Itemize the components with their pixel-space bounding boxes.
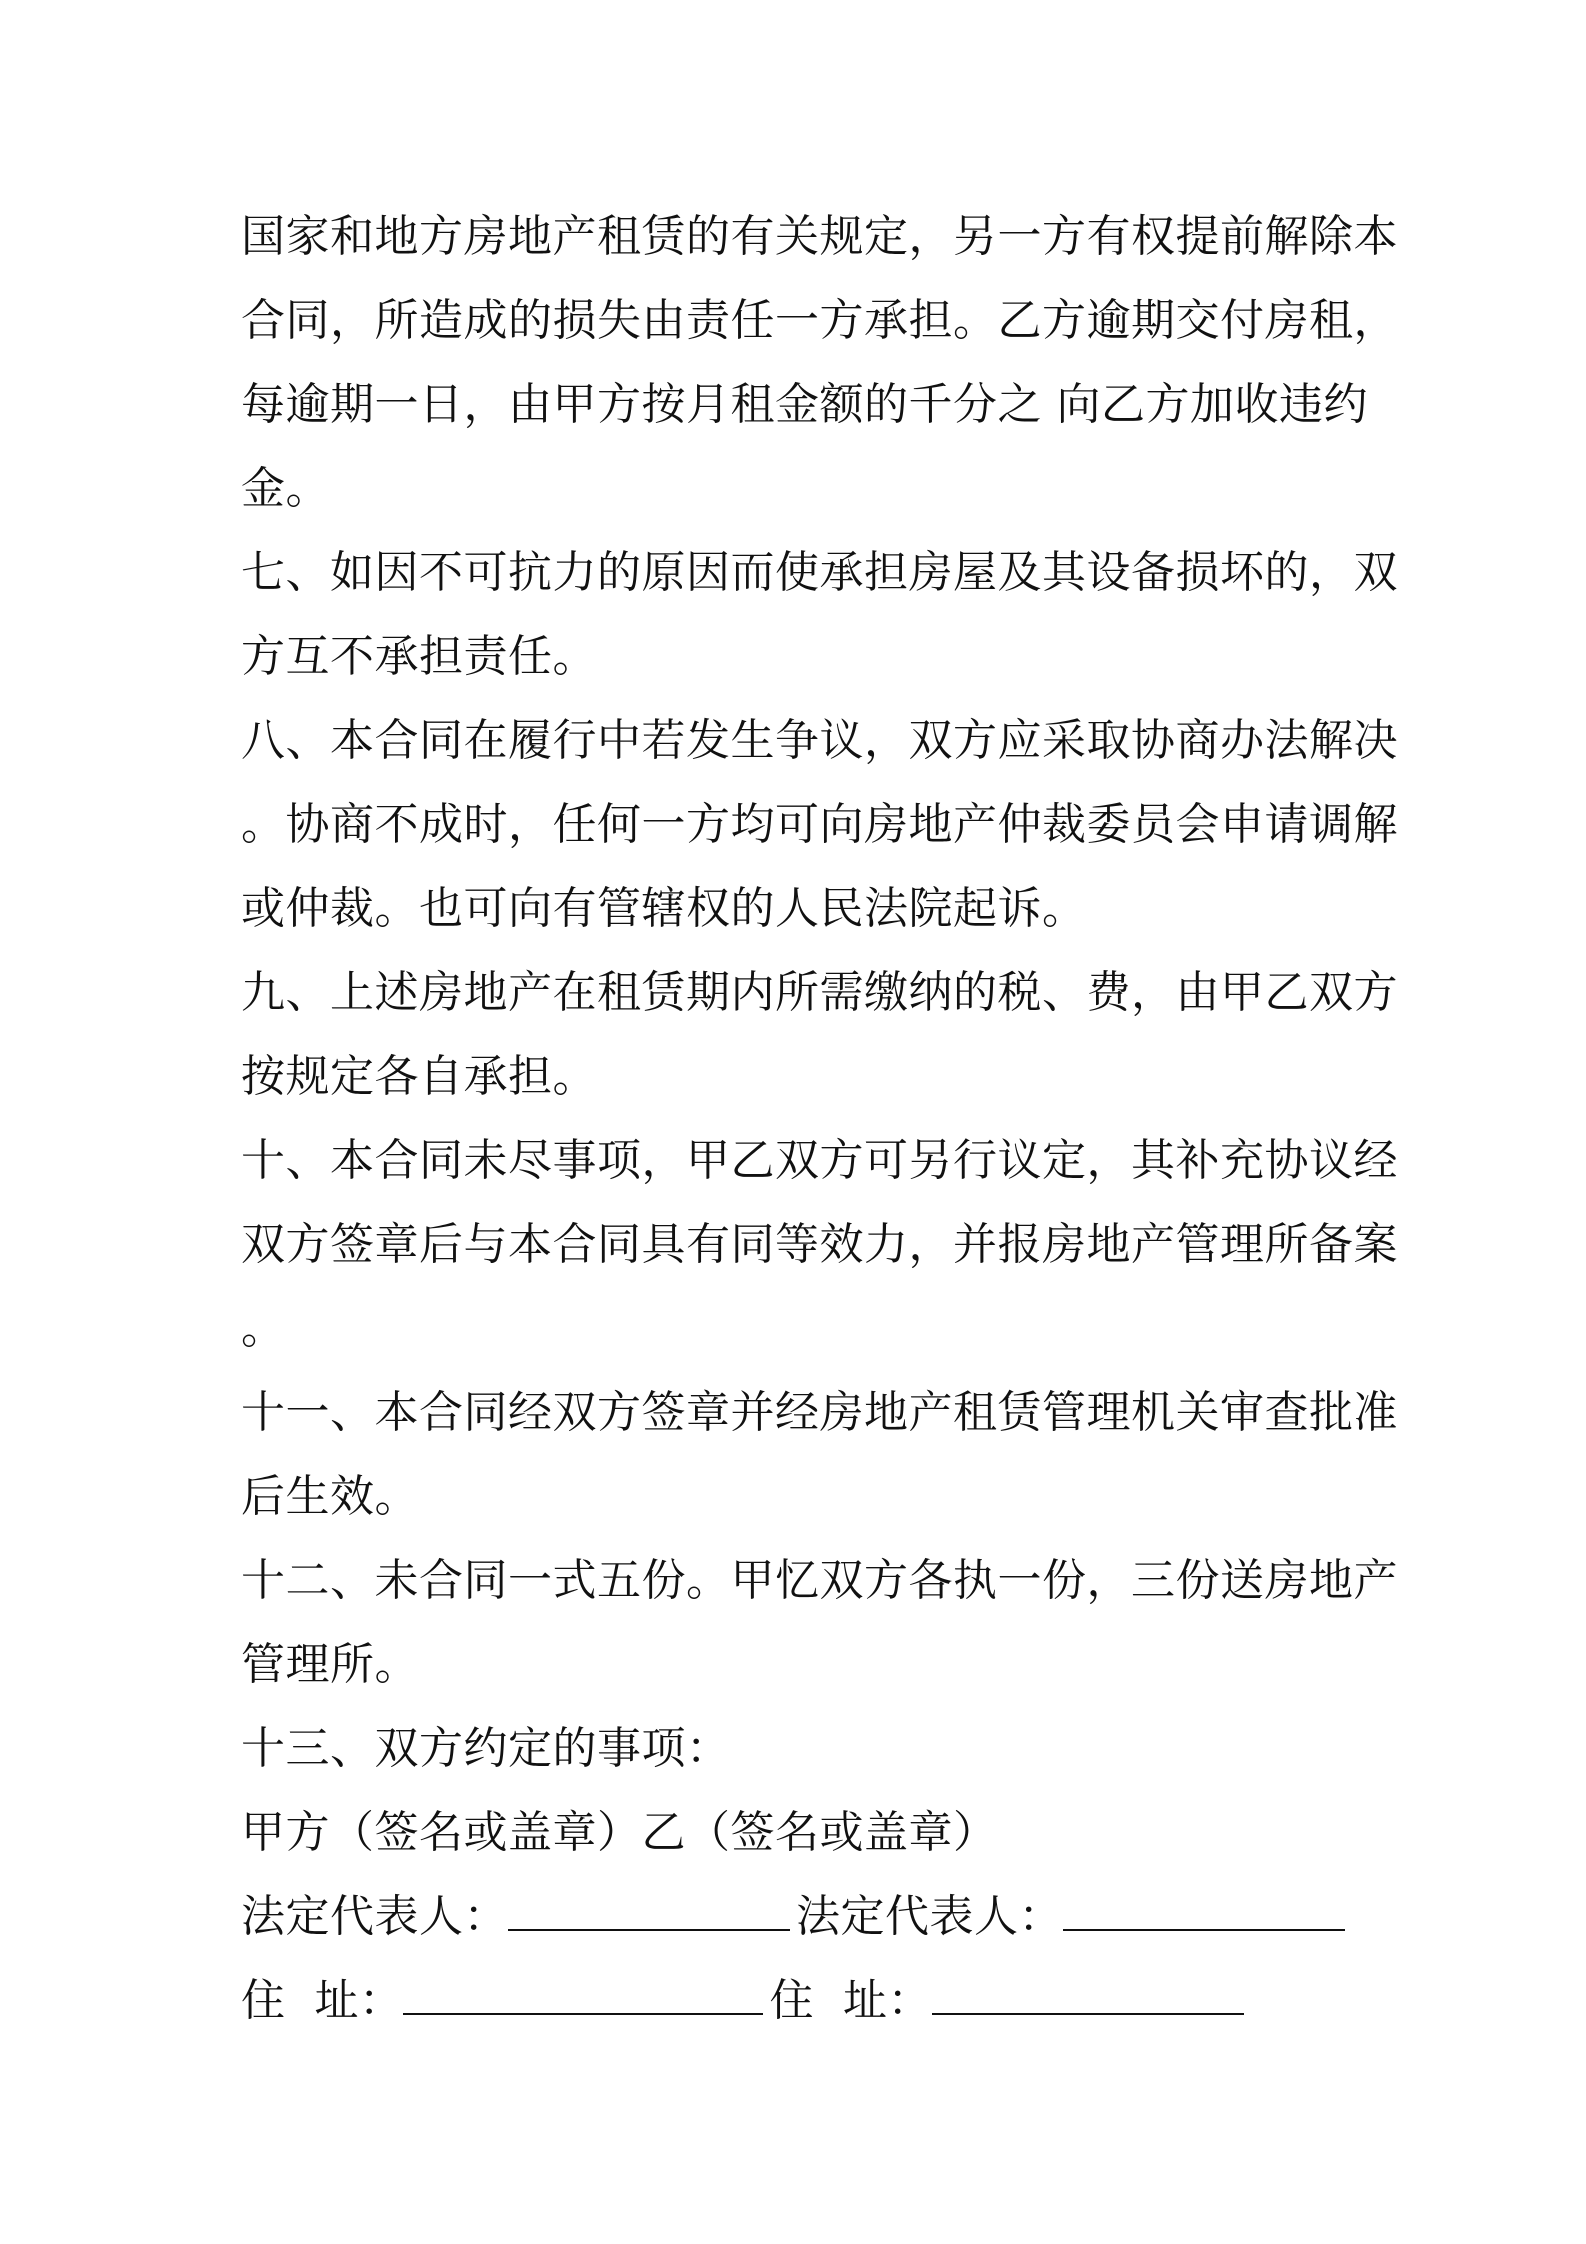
signature-parties: 甲方（签名或盖章）乙（签名或盖章） bbox=[241, 1807, 998, 1858]
addr-label-b: 住 址： bbox=[769, 1975, 932, 2026]
text-line: 。协商不成时，任何一方均可向房地产仲裁委员会申请调解 bbox=[241, 799, 1398, 850]
text-line: 金。 bbox=[241, 463, 330, 514]
addr-label-a: 住 址： bbox=[241, 1975, 404, 2026]
rep-blank-a bbox=[508, 1893, 790, 1931]
address-line bbox=[241, 1959, 1351, 2043]
text-line: 后生效。 bbox=[241, 1471, 419, 1522]
clause-10: 十、本合同未尽事项，甲乙双方可另行议定，其补充协议经 bbox=[241, 1135, 1398, 1186]
clause-8: 八、本合同在履行中若发生争议，双方应采取协商办法解决 bbox=[241, 715, 1398, 766]
addr-blank-a bbox=[403, 1977, 763, 2015]
representative-line bbox=[241, 1875, 1351, 1959]
addr-blank-b bbox=[932, 1977, 1244, 2015]
clause-12: 十二、未合同一式五份。甲忆双方各执一份，三份送房地产 bbox=[241, 1555, 1398, 1606]
text-line: 每逾期一日，由甲方按月租金额的千分之 向乙方加收违约 bbox=[241, 379, 1368, 430]
document-page bbox=[241, 195, 1398, 2043]
rep-label-a: 法定代表人： bbox=[241, 1891, 508, 1942]
clause-7: 七、如因不可抗力的原因而使承担房屋及其设备损坏的，双 bbox=[241, 547, 1398, 598]
text-line: 方互不承担责任。 bbox=[241, 631, 597, 682]
text-line: 合同，所造成的损失由责任一方承担。乙方逾期交付房租， bbox=[241, 295, 1398, 346]
text-line: 双方签章后与本合同具有同等效力，并报房地产管理所备案 bbox=[241, 1219, 1398, 1270]
text-line: 管理所。 bbox=[241, 1639, 419, 1690]
text-line: 或仲裁。也可向有管辖权的人民法院起诉。 bbox=[241, 883, 1087, 934]
text-line: 国家和地方房地产租赁的有关规定，另一方有权提前解除本 bbox=[241, 211, 1398, 262]
clause-9: 九、上述房地产在租赁期内所需缴纳的税、费，由甲乙双方 bbox=[241, 967, 1398, 1018]
rep-blank-b bbox=[1063, 1893, 1345, 1931]
rep-label-b: 法定代表人： bbox=[796, 1891, 1063, 1942]
clause-11: 十一、本合同经双方签章并经房地产租赁管理机关审查批准 bbox=[241, 1387, 1398, 1438]
text-line: 。 bbox=[241, 1303, 286, 1354]
text-line: 按规定各自承担。 bbox=[241, 1051, 597, 1102]
clause-13: 十三、双方约定的事项： bbox=[241, 1723, 731, 1774]
